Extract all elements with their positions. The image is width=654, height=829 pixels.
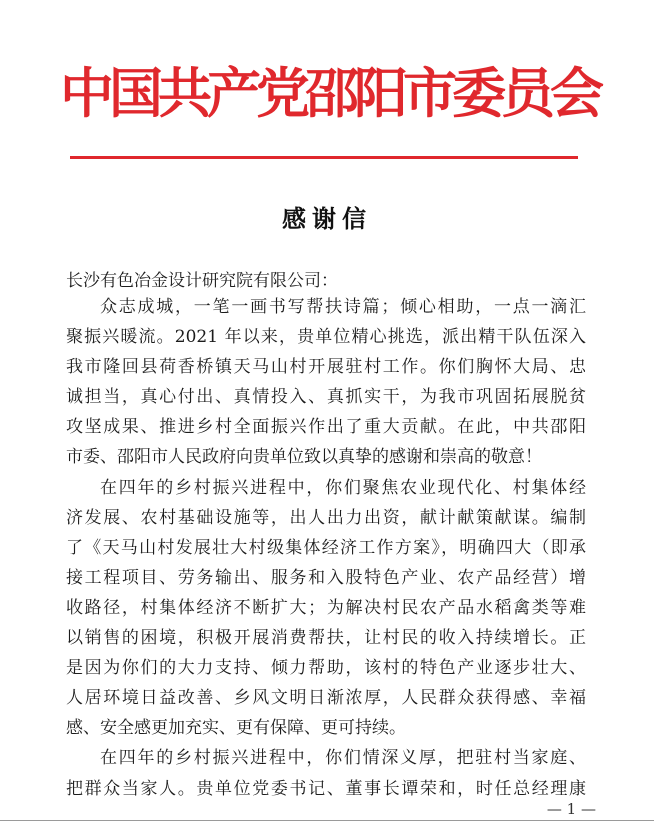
body-line: 感、安全感更加充实、更有保障、更可持续。 <box>66 718 406 739</box>
org-header-title: 中国共产党邵阳市委员会 <box>60 61 599 125</box>
header-red-rule <box>70 156 578 159</box>
body-line: 把群众当家人。贵单位党委书记、董事长谭荣和，时任总经理康 <box>66 778 586 799</box>
body-line: 以销售的困境，积极开展消费帮扶，让村民的收入持续增长。正 <box>66 628 586 649</box>
body-line: 在四年的乡村振兴进程中，你们聚焦农业现代化、村集体经 <box>100 477 586 498</box>
body-line: 我市隆回县荷香桥镇天马山村开展驻村工作。你们胸怀大局、忠 <box>66 357 586 378</box>
body-line: 诚担当，真心付出、真情投入、真抓实干，为我市巩固拓展脱贫 <box>66 387 586 408</box>
page-number: — 1 — <box>546 800 596 818</box>
body-line: 聚振兴暖流。2021 年以来，贵单位精心挑选，派出精干队伍深入 <box>66 327 586 348</box>
body-line: 市委、邵阳市人民政府向贵单位致以真挚的感谢和崇高的敬意！ <box>66 447 542 468</box>
body-line: 在四年的乡村振兴进程中，你们情深义厚，把驻村当家庭、 <box>100 748 586 769</box>
body-line: 了《天马山村发展壮大村级集体经济工作方案》，明确四大（即承 <box>66 537 586 558</box>
body-line: 济发展、农村基础设施等，出人出力出资，献计献策献谋。编制 <box>66 507 586 528</box>
footer-divider <box>0 820 654 821</box>
body-line: 人居环境日益改善、乡风文明日渐浓厚，人民群众获得感、幸福 <box>66 688 586 709</box>
letter-body <box>66 292 586 804</box>
body-line: 攻坚成果、推进乡村全面振兴作出了重大贡献。在此，中共邵阳 <box>66 417 586 438</box>
document-title: 感谢信 <box>282 205 372 233</box>
body-line: 接工程项目、劳务输出、服务和入股特色产业、农产品经营）增 <box>66 567 586 588</box>
body-line: 是因为你们的大力支持、倾力帮助，该村的特色产业逐步壮大、 <box>66 658 586 679</box>
body-line: 收路径，村集体经济不断扩大；为解决村民农产品水稻禽类等难 <box>66 597 586 618</box>
body-line: 众志成城，一笔一画书写帮扶诗篇；倾心相助，一点一滴汇 <box>100 297 586 317</box>
salutation: 长沙有色冶金设计研究院有限公司： <box>66 271 338 291</box>
